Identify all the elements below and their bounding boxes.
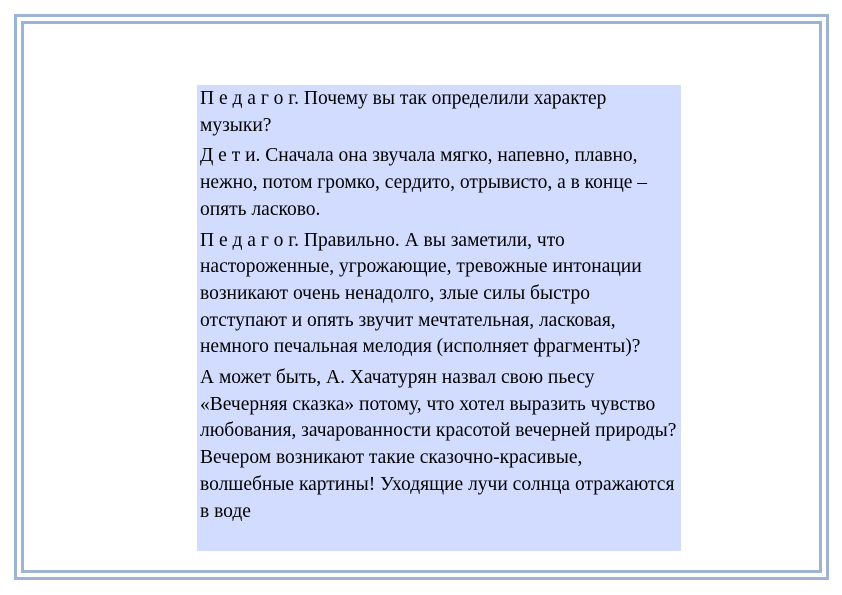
paragraph-text: А может быть, А. Хачатурян назвал свою пьесу «Вечерняя сказка» потому, что хотел выразить чувство любования, зачарованности красотой вечерней природы? Вечером возникают такие сказочно-красивые, волшебные картины! Уходящие лучи солнца отражаются в воде (200, 367, 677, 522)
paragraph-text: Сначала она звучала мягко, напевно, плавно, нежно, потом громко, сердито, отрывисто, а в конце – опять ласково. (200, 145, 648, 220)
speaker-label: П е д а г о г. (200, 229, 299, 251)
speaker-label: Д е т и. (200, 145, 261, 167)
paragraph-teacher-question (200, 86, 677, 139)
paragraph-text: Правильно. А вы заметили, что настороженные, угрожающие, тревожные интонации возникают очень ненадолго, злые силы быстро отступают и опять звучит мечтательная, ласковая, немного печальная мелодия (исполняет фрагменты)? (200, 229, 642, 358)
speaker-label: П е д а г о г. (200, 88, 299, 109)
paragraph-children-answer (200, 143, 677, 223)
paragraph-teacher-continuation (200, 365, 677, 525)
paragraph-text: Почему вы так определили характер музыки? (200, 88, 607, 136)
paragraph-teacher-response (200, 228, 677, 362)
dialogue-text-box (197, 85, 681, 551)
